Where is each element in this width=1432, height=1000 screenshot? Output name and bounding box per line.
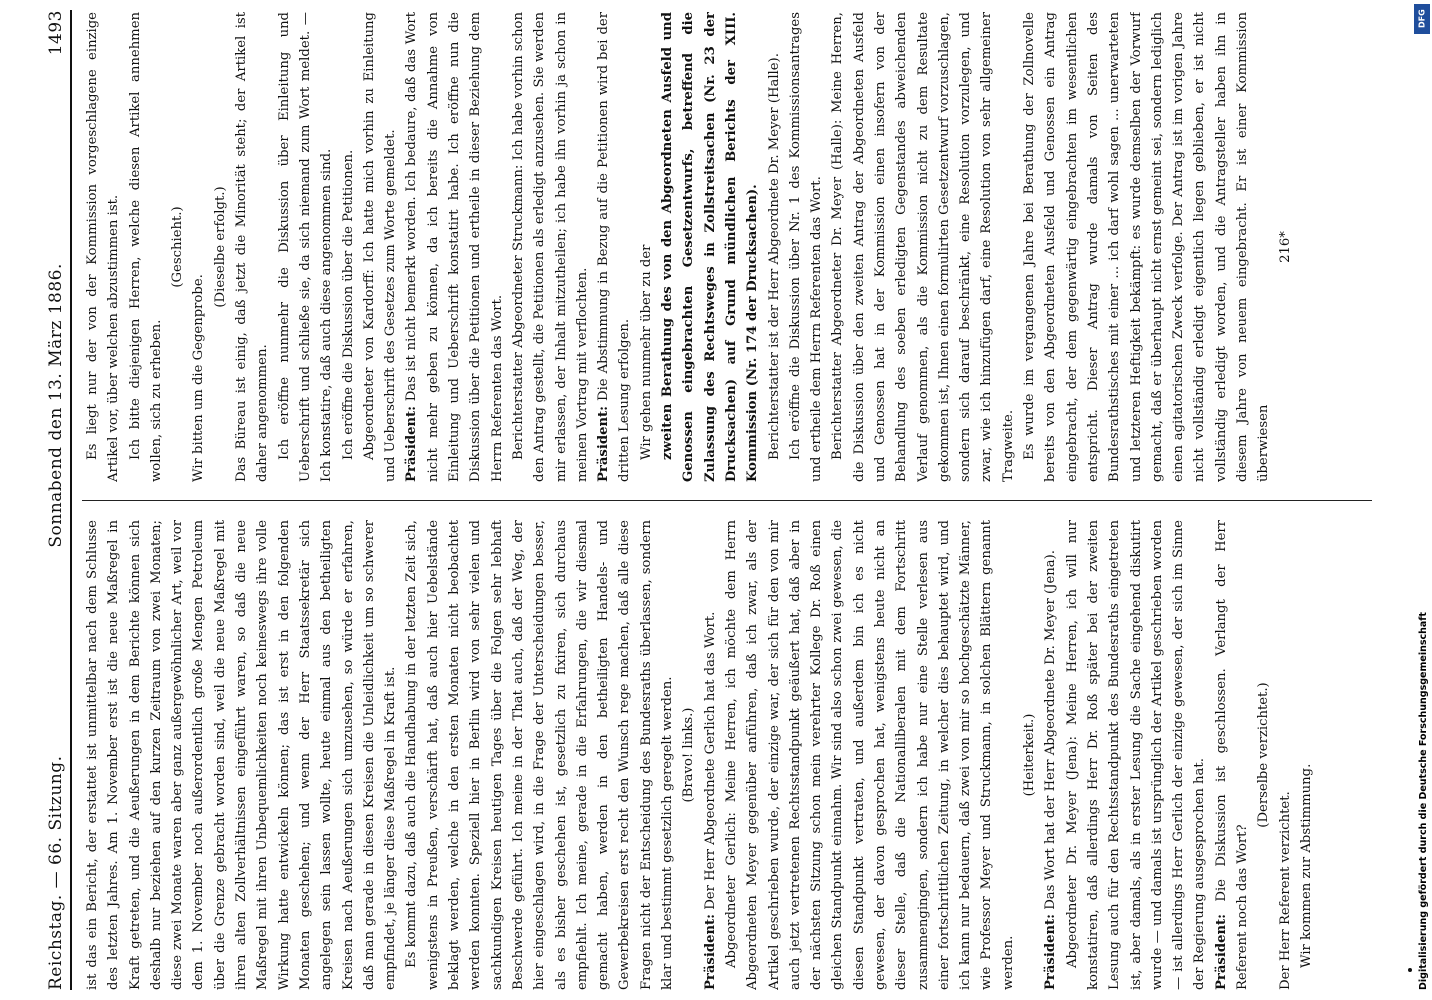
stage-direction (167, 12, 188, 482)
paragraph (657, 12, 763, 482)
paragraph-text: Es liegt nur der von der Kommission vorgeschlagene einzige Artikel vor, über welchen abzustimmen ist. (85, 12, 122, 482)
stage-direction (678, 520, 699, 990)
paragraph (401, 520, 678, 990)
paragraph-text: Abgeordneter von Kardorff: Ich hatte mich vorhin zu Einleitung und Ueberschrift des Gesetzes zum Worte gemeldet. (361, 12, 399, 482)
paragraph (1040, 520, 1061, 990)
paragraph-text: ist das ein Bericht, der erstattet ist unmittelbar nach dem Schlusse des letzten Jahres. Am 1. November erst ist die neue Maßregel in Kraft getreten, und die Aeußerungen in dem Berichte können sich deshalb nur beziehen auf den kurzen Zeitraum von zwei Monaten; diese zwei Monate waren aber ganz außergewöhnlicher Art, weil vor dem 1. November noch außerordentlich große Mengen Petroleum über die Grenze gebracht worden sind, weil die neue Maßregel mit ihren alten Zollverhältnissen eingeführt waren, so daß die neue Maßregel mit ihren Unbequemlichkeiten noch keineswegs ihre volle Wirkung hatte entwickeln können; das ist erst in den folgenden Monaten geschehen; und wenn der Herr Staatssekretär sich angelegen sein lassen wollte, heute einmal aus den betheiligten Kreisen nach Aeußerungen sich umzusehen, so würde er erfahren, daß man gerade in diesen Kreisen die Unleidlichkeit um so schwerer empfindet, je länger diese Maßregel in Kraft ist. (85, 520, 399, 990)
paragraph (1275, 520, 1296, 990)
paragraph (338, 12, 359, 482)
paragraph-text: Abgeordneter Dr. Meyer (Jena): Meine Herren, ich will nur konstatiren, daß allerdings Herr Dr. Roß später bei der zweiten Lesung auch für den Rechtsstandpunkt des Bundesraths eingetreten ist, aber damals, als in erster Lesung die Sache eingehend diskutirt wurde — und damals ist ursprünglich der Artikel geschrieben worden — ist allerdings Herr Gerlich der einzige gewesen, der sich im Sinne der Regierung ausgesprochen hat. (1064, 520, 1208, 990)
paragraph-text: Ich bitte diejenigen Herren, welche diesen Artikel annehmen wollen, sich zu erheben. (127, 12, 164, 482)
paragraph-text: zweiten Berathung des von den Abgeordneten Ausfeld und Genossen eingebrachten Gesetzentwurfs, betreffend die Zulassung des Rechtsweges in Zollstreitsachen (Nr. 23 der Drucksachen) auf Grund mündlichen Berichts der XIII. Kommission (Nr. 174 der Drucksachen). (660, 12, 761, 482)
paragraph (593, 12, 636, 482)
paragraph (636, 12, 657, 482)
header-rule (70, 10, 72, 990)
paragraph (700, 520, 721, 990)
paragraph-text: Die Diskussion ist geschlossen. Verlangt der Herr Referent noch das Wort? (1213, 520, 1251, 990)
paragraph (125, 12, 168, 482)
speaker-label: Präsident: (404, 405, 420, 482)
paragraph-text: (Derselbe verzichtet.) (1256, 682, 1272, 828)
paragraph-text: Wir bitten um die Gegenprobe. (191, 274, 207, 482)
rotated-newspaper-page (20, 10, 1400, 990)
speaker-label: Präsident: (702, 913, 718, 990)
right-column (82, 12, 1382, 482)
paragraph-text: Die Abstimmung in Bezug auf die Petitionen wird bei der dritten Lesung erfolgen. (596, 12, 633, 482)
stage-direction (210, 12, 231, 482)
paragraph-text: Berichterstatter Abgeordneter Dr. Meyer (Halle): Meine Herren, die Diskussion über den zweiten Antrag der Abgeordneten Ausfeld und Genossen hat in der Kommission einen insofern von der Behandlung des soeben erledigten Gegenstandes abweichenden Verlauf genommen, als die Kommission nicht zu dem Resultate gekommen ist, Ihnen einen formulirten Gesetzentwurf vorzuschlagen, sondern sich darauf beschränkt, eine Resolution vorzulegen, und zwar, wie ich hinzufügen darf, eine Resolution von sehr allgemeiner Tragweite. (830, 12, 1016, 482)
paragraph (721, 520, 1019, 990)
paragraph (188, 12, 209, 482)
paragraph-text: Ich eröffne die Diskussion über die Petitionen. (340, 149, 356, 460)
paragraph-text: Es wurde im vergangenen Jahre bei Berathung der Zollnovelle bereits von den Abgeordneten Ausfeld und Genossen ein Antrag eingebracht, der dem gegenwärtig eingebrachten im wesentlichen entspricht. Dieser Antrag wurde damals von Seiten des Bundesrathstisches mit einer ... ich darf wohl sagen ... unerwarteten und letzteren Heftigkeit bekämpft: es wurde demselben der Vorwurf gemacht, daß er überhaupt nicht ernst gemeint sei, sondern lediglich einen agitatorischen Zweck verfolge. Der Antrag ist im vorigen Jahre nicht vollständig erledigt eigentlich liegen geblieben, er ist nicht vollständig erledigt worden, und die Antragsteller haben ihn in diesem Jahre von neuem eingebracht. Er ist einer Kommission überwiesen (1022, 12, 1272, 482)
paragraph-text: Ich eröffne nunmehr die Diskussion über Einleitung und Ueberschrift und schließe sie, da sich niemand zum Wort meldet. — Ich konstatire, daß auch diese angenommen sind. (276, 12, 335, 482)
paragraph-text: Berichterstatter Abgeordneter Struckmann: Ich habe vorhin schon den Antrag gestellt, die Petitionen als erledigt anzusehen. Sie werden mir erlassen, der Inhalt mitzutheilen; ich habe ihn vorhin ja schon in meinen Vortrag mit verflochten. (510, 12, 590, 482)
paragraph (274, 12, 338, 482)
paragraph (508, 12, 593, 482)
paragraph-text: Abgeordneter Gerlich: Meine Herren, ich möchte dem Herrn Abgeordneten Meyer gegenüber anführen, daß ich zwar, als der Artikel geschrieben wurde, der einzige war, der sich für den von mir auch jetzt vertretenen Rechtsstandpunkt geäußert hat, daß aber in der nächsten Sitzung schon mein verehrter Kollege Dr. Roß einen gleichen Standpunkt einnahm. Wir sind also schon zwei gewesen, die diesen Standpunkt vertraten, und außerdem bin ich es nicht gewesen, der davon gesprochen hat, wenigstens heute nicht an dieser Stelle, daß die Nationalliberalen mit dem Fortschritt zusammengingen, sondern ich habe nur eine Stelle verlesen aus einer fortschrittlichen Zeitung, in welcher dies behauptet wird, und ich kann nur bedauern, daß zwei von mir so hochgeschätzte Männer, wie Professor Meyer und Struckmann, in solchen Blättern genannt werden. (723, 520, 1016, 990)
left-column (82, 520, 1382, 990)
paragraph-text: (Bravo! links.) (681, 707, 697, 803)
speaker-label: Präsident: (1043, 913, 1059, 990)
header-date: Sonnabend den 13. März 1886. (46, 263, 66, 548)
paragraph-text: (Heiterkeit.) (1022, 713, 1038, 797)
paragraph-text: (Geschieht.) (170, 206, 186, 288)
paragraph-text: Das Wort hat der Herr Abgeordnete Dr. Meyer (Jena). (1043, 550, 1059, 914)
paragraph (1019, 12, 1275, 482)
paragraph-text: Berichterstatter ist der Herr Abgeordnete Dr. Meyer (Halle). (766, 53, 782, 460)
paragraph (401, 12, 507, 482)
header-left: Reichstag. — 66. Sitzung. (46, 755, 66, 990)
stage-direction (1019, 520, 1040, 990)
paragraph (1211, 520, 1254, 990)
paragraph-text: Das Büreau ist einig, daß jetzt die Minorität steht; der Artikel ist daher angenommen. (234, 12, 271, 482)
page-header (26, 10, 66, 990)
paragraph-text: Das ist nicht bemerkt worden. Ich bedaure, daß das Wort nicht mehr geben zu können, da ich bereits die Annahme von Einleitung und Ueberschrift konstatirt habe. Ich eröffne nun die Diskussion über die Petitionen und ertheile in dieser Beziehung dem Herrn Referenten das Wort. (404, 12, 505, 482)
paragraph-text: Es kommt dazu, daß auch die Handhabung in der letzten Zeit sich, wenigstens in Preußen, verschärft hat, daß auch hier Uebelstände beklagt werden, welche in den ersten Monaten nicht beobachtet werden konnten. Speziell hier in Berlin wird von sehr vielen und sachkundigen Kreisen heutigen Tages über die Folgen sehr lebhaft Beschwerde geführt. Ich meine in der That auch, daß der Weg, der hier eingeschlagen wird, in die Frage der Unterscheidungen besser, als es bisher geschehen ist, gesetzlich zu fixiren, sich durchaus empfiehlt. Ich meine, gerade in die Erfahrungen, die wir diesmal gemacht haben, werden in den betheiligten Handels- und Gewerbekreisen erst recht den Wunsch rege machen, daß alle diese Fragen nicht der Entscheidung des Bundesraths überlassen, sondern klar und bestimmt gesetzlich geregelt werden. (404, 520, 676, 990)
paragraph (82, 520, 401, 990)
edge-mark (1408, 968, 1412, 972)
paragraph-text: (Dieselbe erfolgt.) (212, 186, 228, 308)
paragraph-text: 216* (1277, 231, 1293, 263)
paragraph-text: Der Herr Abgeordnete Gerlich hat das Wort. (702, 611, 718, 914)
paragraph-text: Ich eröffne die Diskussion über Nr. 1 des Kommissionsantrages und ertheile dem Herrn Referenten das Wort. (787, 12, 825, 482)
digitization-stamp-text: Digitalisierung gefördert durch die Deutsche Forschungsgemeinschaft (1418, 612, 1429, 990)
paragraph-text: Wir kommen zur Abstimmung. (1298, 763, 1314, 968)
speaker-label: Präsident: (596, 405, 612, 482)
stage-direction (1253, 520, 1274, 990)
paragraph (764, 12, 785, 482)
paragraph (785, 12, 828, 482)
stage-direction (1275, 12, 1296, 482)
page-number: 1493 (46, 10, 66, 56)
paragraph (827, 12, 1019, 482)
paragraph-text: Der Herr Referent verzichtet. (1277, 791, 1293, 990)
paragraph (231, 12, 274, 482)
paragraph (1062, 520, 1211, 990)
speaker-label: Präsident: (1213, 913, 1229, 990)
column-divider (82, 500, 1372, 501)
paragraph (359, 12, 402, 482)
paragraph-text: Wir gehen nunmehr über zu der (638, 244, 654, 460)
paragraph (1296, 520, 1317, 990)
dfg-logo: DFG (1414, 4, 1430, 34)
paragraph (82, 12, 125, 482)
